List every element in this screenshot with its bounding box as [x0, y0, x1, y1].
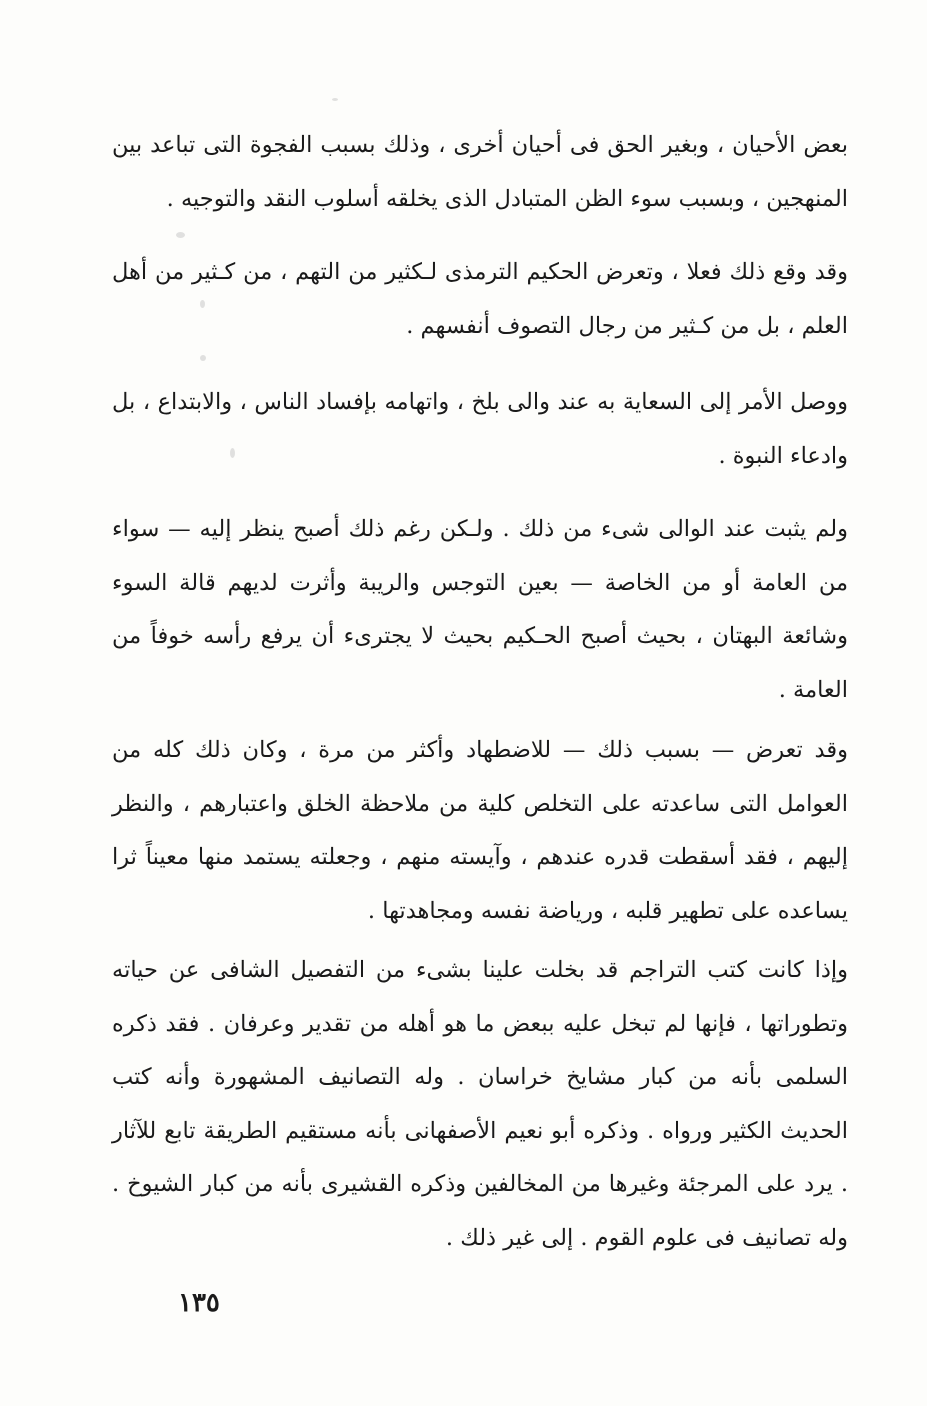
scan-speck	[332, 98, 338, 101]
paragraph-6: وإذا كانت كتب التراجم قد بخلت علينا بشىء من التفصيل الشافى عن حياته وتطوراتها ، فإنها لم تبخل عليه ببعض ما هو أهله من تقدير وعرفان . فقد ذكره السلمى بأنه من كبار مشايخ خراسان . وله التصانيف المشهورة وأنه كتب الحديث الكثير ورواه . وذكره أبو نعيم الأصفهانى بأنه مستقيم الطريقة تابع للآثار . يرد على المرجئة وغيرها من المخالفين وذكره القشيرى بأنه من كبار الشيوخ . وله تصانيف فى علوم القوم . إلى غير ذلك .	[112, 957, 848, 1251]
paragraph-2: وقد وقع ذلك فعلا ، وتعرض الحكيم الترمذى لـكثير من التهم ، من كـثير من أهل العلم ، بل من كـثير من رجال التصوف أنفسهم .	[112, 259, 848, 339]
scan-speck	[200, 355, 206, 361]
paragraph-3: ووصل الأمر إلى السعاية به عند والى بلخ ، واتهامه بإفساد الناس ، والابتداع ، بل وادعاء النبوة .	[112, 389, 848, 469]
scan-speck	[176, 232, 185, 238]
page-number: ١٣٥	[178, 1288, 220, 1318]
paragraph-5: وقد تعرض — بسبب ذلك — للاضطهاد وأكثر من مرة ، وكان ذلك كله من العوامل التى ساعدته على التخلص كلية من ملاحظة الخلق واعتبارهم ، والنظر إليهم ، فقد أسقطت قدره عندهم ، وآيسته منهم ، وجعلته يستمد منها معيناً ثرا يساعده على تطهير قلبه ، ورياضة نفسه ومجاهدتها .	[112, 737, 848, 924]
paragraph-1: بعض الأحيان ، وبغير الحق فى أحيان أخرى ، وذلك بسبب الفجوة التى تباعد بين المنهجين ، وبسبب سوء الظن المتبادل الذى يخلقه أسلوب النقد والتوجيه .	[112, 132, 848, 212]
paragraph-4: ولم يثبت عند الوالى شىء من ذلك . ولـكن رغم ذلك أصبح ينظر إليه — سواء من العامة أو من الخاصة — بعين التوجس والريبة وأثرت لديهم قالة السوء وشائعة البهتان ، بحيث أصبح الحـكيم بحيث لا يجترىء أن يرفع رأسه خوفاً من العامة .	[112, 516, 848, 703]
